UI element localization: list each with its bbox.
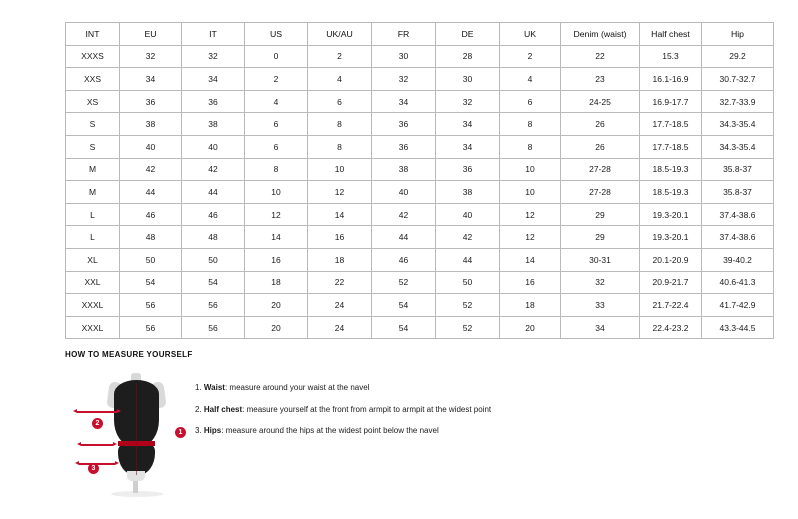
table-cell: L [66, 226, 120, 249]
table-cell: 15.3 [640, 45, 702, 68]
step-text: : measure around your waist at the navel [224, 383, 370, 392]
table-cell: 26 [561, 135, 640, 158]
table-cell: XXS [66, 68, 120, 91]
table-cell: 22 [561, 45, 640, 68]
column-header: UK/AU [308, 23, 372, 46]
table-cell: 8 [500, 135, 561, 158]
table-cell: 16.1-16.9 [640, 68, 702, 91]
table-cell: 6 [245, 113, 308, 136]
table-row [66, 158, 774, 181]
table-cell: XL [66, 248, 120, 271]
table-cell: 46 [182, 203, 245, 226]
table-cell: 44 [372, 226, 436, 249]
table-row [66, 271, 774, 294]
measure-steps-list [185, 371, 491, 448]
step-number: 3. [195, 426, 202, 436]
column-header: Half chest [640, 23, 702, 46]
table-cell: 54 [120, 271, 182, 294]
table-cell: 18.5-19.3 [640, 158, 702, 181]
table-cell: 34 [120, 68, 182, 91]
table-cell: XS [66, 90, 120, 113]
table-cell: 38 [120, 113, 182, 136]
table-cell: 6 [245, 135, 308, 158]
table-cell: 6 [500, 90, 561, 113]
column-header: IT [182, 23, 245, 46]
table-cell: 27-28 [561, 158, 640, 181]
table-cell: 46 [372, 248, 436, 271]
column-header: Hip [702, 23, 774, 46]
mannequin-illustration [65, 371, 185, 501]
table-cell: 50 [436, 271, 500, 294]
table-cell: 42 [436, 226, 500, 249]
table-cell: 36 [436, 158, 500, 181]
table-cell: 8 [500, 113, 561, 136]
table-cell: 29 [561, 226, 640, 249]
table-cell: 32 [182, 45, 245, 68]
table-cell: 36 [372, 135, 436, 158]
table-row [66, 90, 774, 113]
table-cell: 32 [372, 68, 436, 91]
table-cell: 18 [308, 248, 372, 271]
table-cell: 12 [245, 203, 308, 226]
table-cell: 8 [308, 113, 372, 136]
table-cell: 44 [182, 181, 245, 204]
size-chart-table [65, 22, 774, 339]
table-cell: 17.7-18.5 [640, 135, 702, 158]
table-row [66, 68, 774, 91]
step-text: : measure around the hips at the widest point below the navel [221, 426, 439, 436]
table-cell: 56 [182, 294, 245, 317]
table-cell: 48 [182, 226, 245, 249]
table-cell: 22.4-23.2 [640, 316, 702, 339]
step-term: Waist [203, 383, 225, 392]
table-cell: 48 [120, 226, 182, 249]
table-cell: XXXL [66, 294, 120, 317]
table-cell: 22 [308, 271, 372, 294]
table-cell: XXL [66, 271, 120, 294]
table-cell: 12 [500, 203, 561, 226]
table-cell: 0 [245, 45, 308, 68]
measure-step [195, 383, 491, 393]
table-cell: 18 [500, 294, 561, 317]
table-row [66, 135, 774, 158]
table-cell: 42 [372, 203, 436, 226]
half-chest-measure-arrow-icon [77, 411, 117, 413]
table-cell: 32.7-33.9 [702, 90, 774, 113]
column-header: Denim (waist) [561, 23, 640, 46]
table-cell: 34 [182, 68, 245, 91]
table-row [66, 248, 774, 271]
table-cell: 20 [245, 316, 308, 339]
column-header: DE [436, 23, 500, 46]
table-cell: 44 [436, 248, 500, 271]
table-cell: 42 [120, 158, 182, 181]
table-cell: 18.5-19.3 [640, 181, 702, 204]
table-cell: 41.7-42.9 [702, 294, 774, 317]
column-header: INT [66, 23, 120, 46]
step-text: : measure yourself at the front from armpit to armpit at the widest point [242, 404, 492, 414]
step-term: Half chest [203, 404, 243, 414]
marker-1: 1 [175, 427, 186, 438]
table-cell: 50 [120, 248, 182, 271]
table-cell: 33 [561, 294, 640, 317]
table-cell: 24-25 [561, 90, 640, 113]
table-cell: 46 [120, 203, 182, 226]
table-cell: 44 [120, 181, 182, 204]
table-cell: 35.8-37 [702, 158, 774, 181]
table-row [66, 294, 774, 317]
table-cell: 2 [500, 45, 561, 68]
table-cell: 40 [372, 181, 436, 204]
table-cell: 2 [308, 45, 372, 68]
table-cell: 52 [372, 271, 436, 294]
table-cell: 40 [120, 135, 182, 158]
table-cell: 34.3-35.4 [702, 135, 774, 158]
table-cell: 24 [308, 294, 372, 317]
table-cell: L [66, 203, 120, 226]
step-number: 1. [195, 383, 202, 392]
table-cell: 34 [372, 90, 436, 113]
table-cell: 21.7-22.4 [640, 294, 702, 317]
table-cell: 12 [500, 226, 561, 249]
table-cell: 37.4-38.6 [702, 203, 774, 226]
mannequin-center-line [136, 383, 137, 475]
table-cell: 32 [436, 90, 500, 113]
table-cell: 54 [182, 271, 245, 294]
table-cell: 16 [500, 271, 561, 294]
table-cell: 20.1-20.9 [640, 248, 702, 271]
table-cell: 54 [372, 316, 436, 339]
table-cell: 19.3-20.1 [640, 203, 702, 226]
table-cell: 37.4-38.6 [702, 226, 774, 249]
table-row [66, 316, 774, 339]
table-cell: 43.3-44.5 [702, 316, 774, 339]
table-cell: 27-28 [561, 181, 640, 204]
table-cell: 40.6-41.3 [702, 271, 774, 294]
table-cell: 16.9-17.7 [640, 90, 702, 113]
column-header: FR [372, 23, 436, 46]
table-cell: 34 [436, 113, 500, 136]
table-cell: 29 [561, 203, 640, 226]
table-cell: XXXS [66, 45, 120, 68]
table-cell: 30.7-32.7 [702, 68, 774, 91]
table-cell: 52 [436, 294, 500, 317]
column-header: EU [120, 23, 182, 46]
table-row [66, 203, 774, 226]
table-cell: XXXL [66, 316, 120, 339]
table-cell: 26 [561, 113, 640, 136]
table-cell: 36 [120, 90, 182, 113]
step-term: Hips [203, 426, 222, 436]
table-cell: 38 [182, 113, 245, 136]
table-cell: M [66, 181, 120, 204]
table-cell: 12 [308, 181, 372, 204]
table-cell: 2 [245, 68, 308, 91]
table-row [66, 226, 774, 249]
table-cell: 10 [500, 181, 561, 204]
table-cell: 20 [245, 294, 308, 317]
table-cell: 29.2 [702, 45, 774, 68]
table-cell: 30-31 [561, 248, 640, 271]
table-cell: 23 [561, 68, 640, 91]
table-cell: 36 [372, 113, 436, 136]
measure-step [195, 405, 491, 415]
table-cell: 56 [182, 316, 245, 339]
table-cell: 16 [245, 248, 308, 271]
table-cell: 24 [308, 316, 372, 339]
table-cell: 14 [308, 203, 372, 226]
table-cell: 34.3-35.4 [702, 113, 774, 136]
how-to-measure-section [65, 350, 765, 501]
table-cell: 10 [245, 181, 308, 204]
table-cell: 10 [500, 158, 561, 181]
measure-step [195, 426, 491, 436]
table-cell: 34 [436, 135, 500, 158]
table-cell: 4 [245, 90, 308, 113]
table-cell: M [66, 158, 120, 181]
table-cell: 42 [182, 158, 245, 181]
table-cell: S [66, 135, 120, 158]
how-to-measure-title: HOW TO MEASURE YOURSELF [65, 350, 193, 359]
table-cell: 14 [245, 226, 308, 249]
table-cell: 56 [120, 294, 182, 317]
table-cell: 30 [372, 45, 436, 68]
table-cell: 16 [308, 226, 372, 249]
table-cell: 50 [182, 248, 245, 271]
marker-3: 3 [88, 463, 99, 474]
column-header: US [245, 23, 308, 46]
table-cell: 19.3-20.1 [640, 226, 702, 249]
table-cell: 8 [245, 158, 308, 181]
table-cell: 34 [561, 316, 640, 339]
table-cell: 32 [120, 45, 182, 68]
mannequin-figure-icon [105, 371, 169, 497]
how-to-measure-body [65, 371, 765, 501]
table-cell: 38 [372, 158, 436, 181]
table-cell: 40 [436, 203, 500, 226]
table-cell: 17.7-18.5 [640, 113, 702, 136]
table-row [66, 181, 774, 204]
table-cell: 28 [436, 45, 500, 68]
column-header: UK [500, 23, 561, 46]
table-row [66, 113, 774, 136]
table-cell: 54 [372, 294, 436, 317]
table-cell: 56 [120, 316, 182, 339]
table-cell: 32 [561, 271, 640, 294]
table-cell: 10 [308, 158, 372, 181]
table-row [66, 45, 774, 68]
table-cell: 39-40.2 [702, 248, 774, 271]
table-cell: S [66, 113, 120, 136]
marker-2: 2 [92, 418, 103, 429]
table-cell: 4 [308, 68, 372, 91]
table-cell: 36 [182, 90, 245, 113]
waist-measure-arrow-icon [81, 444, 113, 446]
table-cell: 18 [245, 271, 308, 294]
table-cell: 6 [308, 90, 372, 113]
table-cell: 35.8-37 [702, 181, 774, 204]
table-cell: 20.9-21.7 [640, 271, 702, 294]
table-cell: 38 [436, 181, 500, 204]
table-cell: 40 [182, 135, 245, 158]
table-cell: 52 [436, 316, 500, 339]
table-header-row [66, 23, 774, 46]
table-cell: 30 [436, 68, 500, 91]
table-cell: 20 [500, 316, 561, 339]
table-cell: 8 [308, 135, 372, 158]
table-cell: 14 [500, 248, 561, 271]
size-chart-container [65, 22, 756, 339]
step-number: 2. [195, 404, 202, 414]
table-cell: 4 [500, 68, 561, 91]
